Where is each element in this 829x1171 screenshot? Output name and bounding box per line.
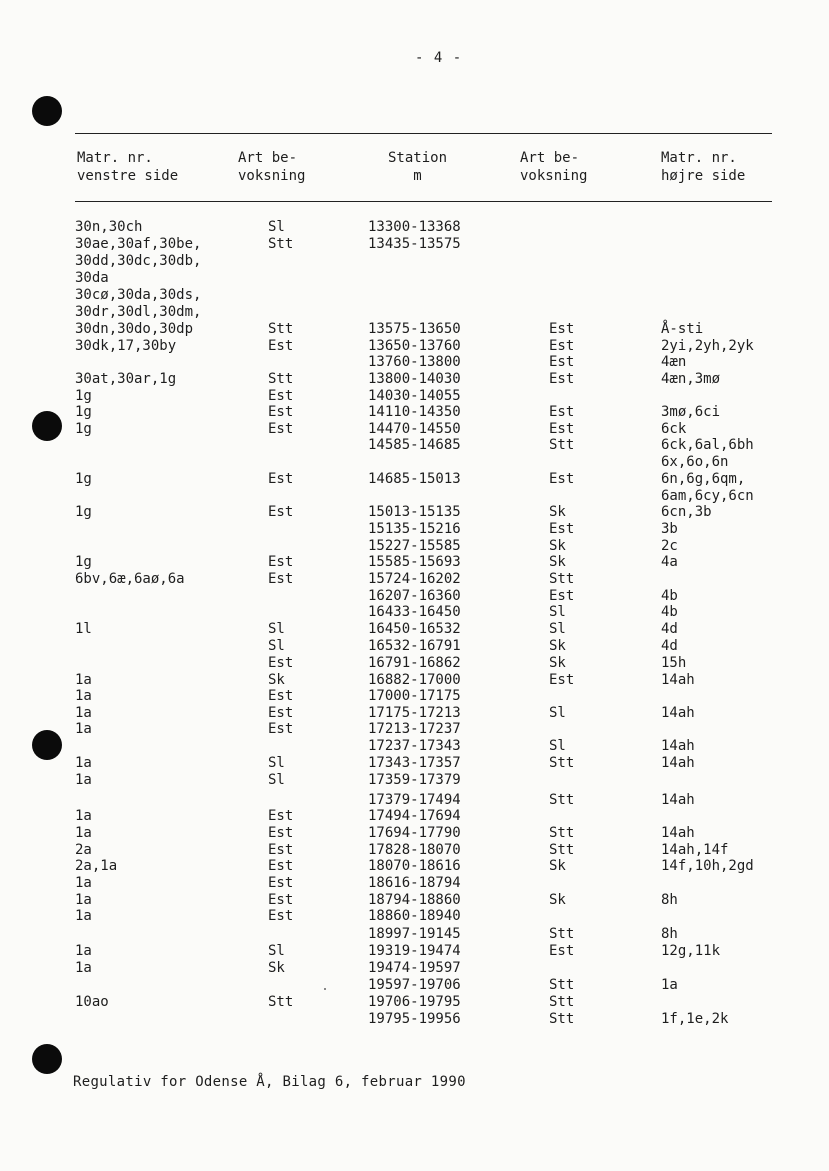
cell-right-matr: 3mø,6ci (661, 404, 721, 420)
cell-left-matr: 30n,30ch (75, 219, 143, 235)
table-row (0, 354, 829, 371)
cell-left-art: Est (268, 808, 294, 824)
table-row (0, 772, 829, 789)
header-right-art: Art be- voksning (520, 150, 588, 184)
cell-right-art: Stt (549, 926, 575, 942)
table-row (0, 488, 829, 505)
cell-right-matr: 14ah (661, 738, 695, 754)
cell-left-art: Sl (268, 638, 285, 654)
cell-station: 16450-16532 (368, 621, 461, 637)
table-row (0, 371, 829, 388)
cell-right-art: Stt (549, 994, 575, 1010)
cell-station: 17175-17213 (368, 705, 461, 721)
cell-right-matr: 6am,6cy,6cn (661, 488, 754, 504)
cell-right-art: Sl (549, 705, 566, 721)
cell-left-art: Sl (268, 772, 285, 788)
cell-station: 18070-18616 (368, 858, 461, 874)
cell-left-art: Sk (268, 672, 285, 688)
cell-left-matr: 1l (75, 621, 92, 637)
cell-left-matr: 30da (75, 270, 109, 286)
table-row (0, 554, 829, 571)
scan-speck (324, 988, 326, 990)
cell-left-art: Stt (268, 321, 294, 337)
header-right-matr: Matr. nr. højre side (661, 150, 746, 184)
table-row (0, 672, 829, 689)
table-row (0, 304, 829, 321)
cell-right-art: Est (549, 321, 575, 337)
cell-left-art: Est (268, 721, 294, 737)
table-row (0, 755, 829, 772)
cell-left-matr: 1a (75, 721, 92, 737)
cell-right-art: Est (549, 354, 575, 370)
table-row (0, 236, 829, 253)
cell-station: 17694-17790 (368, 825, 461, 841)
binder-hole-4 (32, 1044, 62, 1074)
cell-left-matr: 30dd,30dc,30db, (75, 253, 202, 269)
cell-left-matr: 10ao (75, 994, 109, 1010)
table-row (0, 875, 829, 892)
cell-right-matr: 14ah (661, 825, 695, 841)
cell-station: 17237-17343 (368, 738, 461, 754)
cell-left-art: Sl (268, 755, 285, 771)
cell-right-art: Stt (549, 571, 575, 587)
cell-right-art: Stt (549, 842, 575, 858)
cell-right-art: Sl (549, 604, 566, 620)
cell-station: 13650-13760 (368, 338, 461, 354)
cell-left-matr: 2a,1a (75, 858, 118, 874)
cell-station: 17828-18070 (368, 842, 461, 858)
cell-station: 19597-19706 (368, 977, 461, 993)
cell-right-matr: 15h (661, 655, 687, 671)
cell-station: 19795-19956 (368, 1011, 461, 1027)
cell-left-art: Sl (268, 943, 285, 959)
cell-station: 15227-15585 (368, 538, 461, 554)
cell-right-matr: 12g,11k (661, 943, 721, 959)
cell-right-matr: 6ck,6al,6bh (661, 437, 754, 453)
cell-right-matr: 4b (661, 604, 678, 620)
table-row (0, 338, 829, 355)
cell-right-matr: 4æn,3mø (661, 371, 721, 387)
table-row (0, 638, 829, 655)
cell-station: 13800-14030 (368, 371, 461, 387)
cell-right-matr: 4d (661, 638, 678, 654)
cell-left-matr: 1a (75, 908, 92, 924)
cell-station: 15013-15135 (368, 504, 461, 520)
table-row (0, 571, 829, 588)
table-row (0, 287, 829, 304)
table-row (0, 977, 829, 994)
cell-left-art: Stt (268, 371, 294, 387)
cell-right-art: Sl (549, 738, 566, 754)
cell-right-art: Sk (549, 892, 566, 908)
cell-right-art: Est (549, 588, 575, 604)
cell-left-matr: 6bv,6æ,6aø,6a (75, 571, 185, 587)
cell-left-art: Est (268, 554, 294, 570)
table-row (0, 471, 829, 488)
cell-left-art: Est (268, 404, 294, 420)
cell-right-matr: 14ah (661, 792, 695, 808)
cell-right-matr: 6x,6o,6n (661, 454, 729, 470)
cell-left-art: Sl (268, 219, 285, 235)
cell-right-art: Stt (549, 977, 575, 993)
cell-left-matr: 1a (75, 943, 92, 959)
binder-hole-1 (32, 96, 62, 126)
table-row (0, 926, 829, 943)
table-row (0, 270, 829, 287)
table-row (0, 808, 829, 825)
cell-right-art: Est (549, 471, 575, 487)
cell-station: 19474-19597 (368, 960, 461, 976)
cell-right-art: Est (549, 421, 575, 437)
cell-left-matr: 1a (75, 875, 92, 891)
cell-right-art: Sk (549, 638, 566, 654)
cell-right-matr: 8h (661, 926, 678, 942)
table-row (0, 588, 829, 605)
cell-left-matr: 1a (75, 960, 92, 976)
cell-left-matr: 1g (75, 388, 92, 404)
cell-station: 15724-16202 (368, 571, 461, 587)
cell-left-art: Est (268, 875, 294, 891)
table-row (0, 721, 829, 738)
cell-left-art: Sl (268, 621, 285, 637)
cell-right-matr: 4d (661, 621, 678, 637)
cell-right-art: Stt (549, 755, 575, 771)
table-row (0, 842, 829, 859)
cell-left-matr: 1a (75, 772, 92, 788)
cell-left-matr: 1g (75, 404, 92, 420)
header-station: Station m (388, 150, 448, 184)
table-row (0, 321, 829, 338)
cell-left-matr: 1a (75, 892, 92, 908)
table-row (0, 792, 829, 809)
cell-right-art: Est (549, 943, 575, 959)
table-row (0, 421, 829, 438)
cell-left-matr: 2a (75, 842, 92, 858)
cell-left-matr: 30dr,30dl,30dm, (75, 304, 202, 320)
cell-right-matr: 8h (661, 892, 678, 908)
cell-station: 16882-17000 (368, 672, 461, 688)
cell-left-art: Est (268, 421, 294, 437)
cell-right-matr: 1f,1e,2k (661, 1011, 729, 1027)
table-row (0, 892, 829, 909)
cell-right-matr: 2yi,2yh,2yk (661, 338, 754, 354)
table-row (0, 908, 829, 925)
header-left-matr: Matr. nr. venstre side (77, 150, 179, 184)
cell-station: 15585-15693 (368, 554, 461, 570)
cell-right-matr: 6n,6g,6qm, (661, 471, 746, 487)
cell-left-matr: 30dk,17,30by (75, 338, 177, 354)
cell-right-matr: 14ah (661, 705, 695, 721)
cell-right-matr: 14ah (661, 672, 695, 688)
cell-station: 14030-14055 (368, 388, 461, 404)
cell-left-art: Est (268, 858, 294, 874)
cell-left-matr: 30cø,30da,30ds, (75, 287, 202, 303)
table-row (0, 943, 829, 960)
cell-station: 13760-13800 (368, 354, 461, 370)
table-row (0, 504, 829, 521)
table-row (0, 738, 829, 755)
cell-station: 17000-17175 (368, 688, 461, 704)
cell-left-matr: 1a (75, 755, 92, 771)
cell-left-art: Est (268, 688, 294, 704)
header-left-art: Art be- voksning (238, 150, 306, 184)
cell-station: 17359-17379 (368, 772, 461, 788)
cell-left-art: Sk (268, 960, 285, 976)
table-row (0, 404, 829, 421)
table-row (0, 960, 829, 977)
header-rule (75, 201, 772, 202)
cell-right-matr: 4æn (661, 354, 687, 370)
cell-right-matr: 1a (661, 977, 678, 993)
cell-left-matr: 30dn,30do,30dp (75, 321, 194, 337)
cell-right-matr: 6ck (661, 421, 687, 437)
table-row (0, 437, 829, 454)
cell-station: 19706-19795 (368, 994, 461, 1010)
cell-station: 15135-15216 (368, 521, 461, 537)
cell-right-art: Est (549, 672, 575, 688)
cell-left-art: Stt (268, 994, 294, 1010)
cell-left-matr: 30at,30ar,1g (75, 371, 177, 387)
cell-left-art: Est (268, 892, 294, 908)
table-row (0, 454, 829, 471)
table-row (0, 521, 829, 538)
page-number: - 4 - (415, 50, 463, 66)
cell-station: 17379-17494 (368, 792, 461, 808)
cell-station: 14470-14550 (368, 421, 461, 437)
table-row (0, 219, 829, 236)
cell-station: 14110-14350 (368, 404, 461, 420)
cell-right-matr: 4b (661, 588, 678, 604)
cell-left-matr: 1a (75, 672, 92, 688)
cell-station: 18794-18860 (368, 892, 461, 908)
cell-station: 17343-17357 (368, 755, 461, 771)
table-row (0, 705, 829, 722)
cell-right-art: Stt (549, 1011, 575, 1027)
cell-left-art: Est (268, 338, 294, 354)
footer-text: Regulativ for Odense Å, Bilag 6, februar 1990 (73, 1074, 466, 1090)
cell-left-art: Est (268, 655, 294, 671)
cell-right-art: Sk (549, 538, 566, 554)
cell-left-art: Est (268, 908, 294, 924)
cell-left-art: Est (268, 825, 294, 841)
cell-station: 18860-18940 (368, 908, 461, 924)
cell-right-art: Est (549, 338, 575, 354)
cell-left-matr: 1a (75, 705, 92, 721)
table-row (0, 253, 829, 270)
top-rule (75, 133, 772, 134)
cell-right-matr: 14f,10h,2gd (661, 858, 754, 874)
cell-station: 17213-17237 (368, 721, 461, 737)
table-row (0, 858, 829, 875)
cell-left-matr: 30ae,30af,30be, (75, 236, 202, 252)
cell-station: 17494-17694 (368, 808, 461, 824)
cell-station: 16433-16450 (368, 604, 461, 620)
cell-station: 14585-14685 (368, 437, 461, 453)
cell-right-art: Sl (549, 621, 566, 637)
cell-right-art: Est (549, 521, 575, 537)
cell-right-matr: 14ah (661, 755, 695, 771)
cell-right-art: Sk (549, 858, 566, 874)
table-row (0, 688, 829, 705)
cell-right-art: Sk (549, 655, 566, 671)
cell-left-art: Est (268, 705, 294, 721)
table-row (0, 1011, 829, 1028)
cell-station: 18616-18794 (368, 875, 461, 891)
cell-left-matr: 1g (75, 554, 92, 570)
cell-right-matr: 6cn,3b (661, 504, 712, 520)
cell-station: 13300-13368 (368, 219, 461, 235)
table-row (0, 538, 829, 555)
cell-station: 19319-19474 (368, 943, 461, 959)
table-row (0, 994, 829, 1011)
cell-right-matr: 2c (661, 538, 678, 554)
cell-right-matr: 14ah,14f (661, 842, 729, 858)
cell-left-art: Est (268, 842, 294, 858)
cell-left-matr: 1a (75, 688, 92, 704)
cell-right-matr: 4a (661, 554, 678, 570)
cell-station: 16207-16360 (368, 588, 461, 604)
cell-left-art: Est (268, 504, 294, 520)
cell-left-art: Est (268, 388, 294, 404)
cell-right-art: Sk (549, 554, 566, 570)
cell-station: 16791-16862 (368, 655, 461, 671)
cell-right-art: Est (549, 371, 575, 387)
cell-right-art: Stt (549, 825, 575, 841)
cell-right-art: Sk (549, 504, 566, 520)
cell-station: 13435-13575 (368, 236, 461, 252)
cell-right-art: Est (549, 404, 575, 420)
table-row (0, 825, 829, 842)
cell-right-art: Stt (549, 792, 575, 808)
cell-left-matr: 1g (75, 471, 92, 487)
cell-station: 16532-16791 (368, 638, 461, 654)
cell-left-matr: 1a (75, 825, 92, 841)
cell-right-matr: 3b (661, 521, 678, 537)
table-row (0, 388, 829, 405)
table-row (0, 621, 829, 638)
cell-station: 18997-19145 (368, 926, 461, 942)
cell-station: 13575-13650 (368, 321, 461, 337)
cell-left-matr: 1a (75, 808, 92, 824)
cell-left-matr: 1g (75, 504, 92, 520)
cell-right-matr: Å-sti (661, 321, 704, 337)
table-row (0, 604, 829, 621)
cell-left-art: Est (268, 571, 294, 587)
table-row (0, 655, 829, 672)
cell-left-matr: 1g (75, 421, 92, 437)
cell-right-art: Stt (549, 437, 575, 453)
cell-left-art: Est (268, 471, 294, 487)
cell-left-art: Stt (268, 236, 294, 252)
cell-station: 14685-15013 (368, 471, 461, 487)
